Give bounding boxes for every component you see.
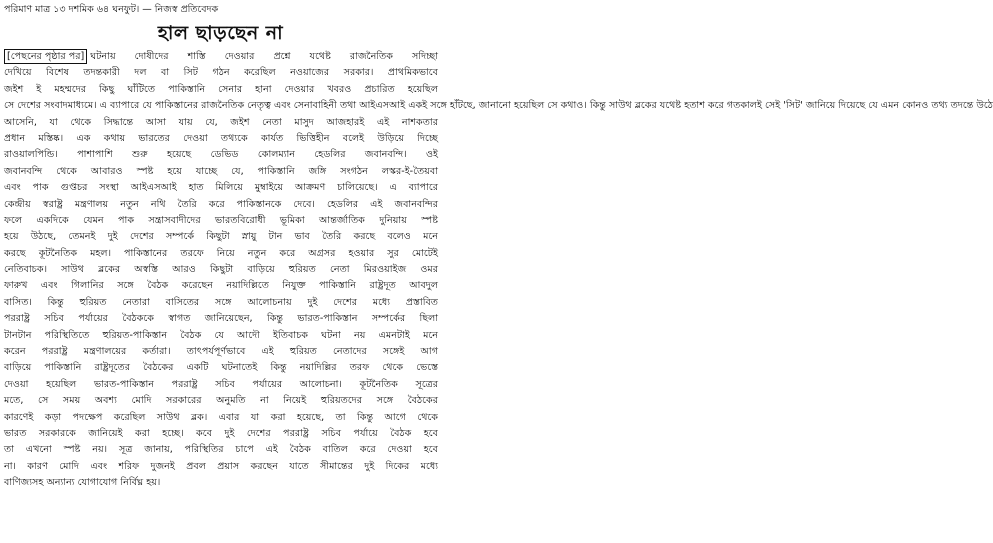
article-line-text: ঘটনায় দোষীদের শাস্তি দেওয়ার প্রশ্নে যথেষ্ট রাজনৈতিক সদিচ্ছা	[90, 51, 438, 62]
article-line: করেন পররাষ্ট্র মন্ত্রণালয়ের কর্তারা। তাৎপর্যপূর্ণভাবে এই হুরিয়ত নেতাদের সঙ্গেই আগ	[4, 346, 438, 358]
article-line: করছে কূটনৈতিক মহল। পাকিস্তানের তরফে নিয়ে নতুন করে অগ্রসর হওয়ার সুর মোটেই	[4, 247, 438, 259]
top-strip	[4, 1, 437, 19]
article-line: না। কারণ মোদি এবং শরিফ দুজনই প্রবল প্রয়াস করছেন যাতে সীমান্তের দুই দিকের মধ্যে	[4, 460, 438, 472]
article-line: এবং পাক গুপ্তচর সংস্থা আইএসআই হাত মিলিয়ে মুম্বাইয়ে আক্রমণ চালিয়েছে। এ ব্যাপারে	[4, 182, 438, 194]
article-line-first	[4, 49, 438, 65]
article-lines	[4, 65, 993, 491]
article-line: নেতিবাচক। সাউথ ব্লকের অস্বস্তি আরও কিছুটা বাড়িয়ে হুরিয়ত নেতা মিরওয়াইজ ওমর	[4, 264, 438, 276]
article-line: প্রধান মস্তিষ্ক। এক কথায় ভারতের দেওয়া তথ্যকে কার্যত ভিত্তিহীন বলেই উড়িয়ে দিচ্ছে	[4, 132, 438, 144]
continued-from-tag: [পেছনের পৃষ্ঠার পর]	[4, 49, 87, 64]
article-headline: হাল ছাড়ছেন না	[157, 22, 284, 44]
article-line: ফারুখ এবং গিলানির সঙ্গে বৈঠক করেছেন নয়াদিল্লিতে নিযুক্ত পাকিস্তানি রাষ্ট্রদূত আবদুল	[4, 280, 438, 292]
article-line: ভারত সরকারকে জানিয়েই করা হচ্ছে। কবে দুই দেশের পররাষ্ট্র সচিব পর্যায়ে বৈঠক হবে	[4, 427, 438, 439]
article-line: কারণেই কড়া পদক্ষেপ করেছিল সাউথ ব্লক। এবার যা করা হয়েছে, তা কিন্তু আগে থেকে	[4, 411, 438, 423]
article-line: জইশ ই মহম্মদের কিছু ঘাঁটিতে পাকিস্তানি সেনার হানা দেওয়ার খবরও প্রচারিত হয়েছিল	[4, 83, 438, 95]
article-line: পররাষ্ট্র সচিব পর্যায়ের বৈঠককে স্বাগত জানিয়েছেন, কিন্তু ভারত-পাকিস্তান সম্পর্কের ছিলা	[4, 313, 438, 325]
article-body	[4, 49, 993, 543]
article-line: আসেনি, যা থেকে সিদ্ধান্তে আসা যায় যে, জইশ নেতা মাসুদ আজহারই এই নাশকতার	[4, 116, 438, 128]
article-line: তা এখনো স্পষ্ট নয়। সূত্র জানায়, পরিস্থিতির চাপে এই বৈঠক বাতিল করে দেওয়া হবে	[4, 444, 438, 456]
article-line: টানটান পরিস্থিতিতে হুরিয়ত-পাকিস্তান বৈঠক যে আদৌ ইতিবাচক ঘটনা নয় এমনটাই মনে	[4, 329, 438, 341]
article-line: হয়ে উঠছে, তেমনই দুই দেশের সম্পর্কে কিছুটা স্নায়ু টান ভাব তৈরি করছে বলেও মনে	[4, 231, 438, 243]
article-line: কেন্দ্রীয় স্বরাষ্ট্র মন্ত্রণালয় নতুন নথি তৈরি করে পাকিস্তানকে দেবে। হেডলির এই জবানবন্দির	[4, 198, 438, 210]
article-line: জবানবন্দি থেকে আবারও স্পষ্ট হয়ে যাচ্ছে যে, পাকিস্তানি জঙ্গি সংগঠন লস্কর-ই-তৈয়বা	[4, 165, 438, 177]
article-line: দেওয়া হয়েছিল ভারত-পাকিস্তান পররাষ্ট্র সচিব পর্যায়ের আলোচনা। কূটনৈতিক সূত্রের	[4, 378, 438, 390]
article-line: রাওয়ালপিন্ডি। পাশাপাশি শুরু হয়েছে ডেভিড কোলম্যান হেডলির জবানবন্দি। ওই	[4, 149, 438, 161]
article-line: বাসিত। কিন্তু হুরিয়ত নেতারা বাসিতের সঙ্গে আলোচনায় দুই দেশের মধ্যে প্রস্তাবিত	[4, 296, 438, 308]
article-line: বাড়িয়ে পাকিস্তানি রাষ্ট্রদূতের বৈঠকের একটি ঘটনাতেই কিন্তু নয়াদিল্লির তরফ থেকে ভেস্তে	[4, 362, 438, 374]
article-line: মতে, সে সময় অবশ্য মোদি সরকারের অনুমতি না নিয়েই হুরিয়তদের সঙ্গে বৈঠকের	[4, 395, 438, 407]
article-line: সে দেশের সংবাদমাধ্যমে। এ ব্যাপারে যে পাকিস্তানের রাজনৈতিক নেতৃত্ব এবং সেনাবাহিনী তথা আইএসআই একই সঙ্গে হাঁটছে, জানানো হয়েছিল সে কথাও। কিন্তু সাউথ ব্লকের যথেষ্ট হতাশ করে গতকালই সেই 'সিট' জানিয়ে দিয়েছে যে এমন কোনও তথ্য তদন্তে উঠে	[4, 100, 993, 112]
article-line: দেখিয়ে বিশেষ তদন্তকারী দল বা সিট গঠন করেছিল নওয়াজের সরকার। প্রাথমিকভাবে	[4, 67, 438, 79]
article-line: বাণিজ্যসহ অন্যান্য যোগাযোগ নির্বিঘ্ন হয়।	[4, 477, 161, 489]
article-line: ফলে একদিকে যেমন পাক সন্ত্রাসবাদীদের ভারতবিরোধী ভূমিকা আন্তর্জাতিক দুনিয়ায় স্পষ্ট	[4, 214, 438, 226]
top-strip-lead: পরিমাণ মাত্র ১৩ দশমিক ৬৪ ঘনফুট। — নিজস্ব প্রতিবেদক	[4, 4, 219, 15]
